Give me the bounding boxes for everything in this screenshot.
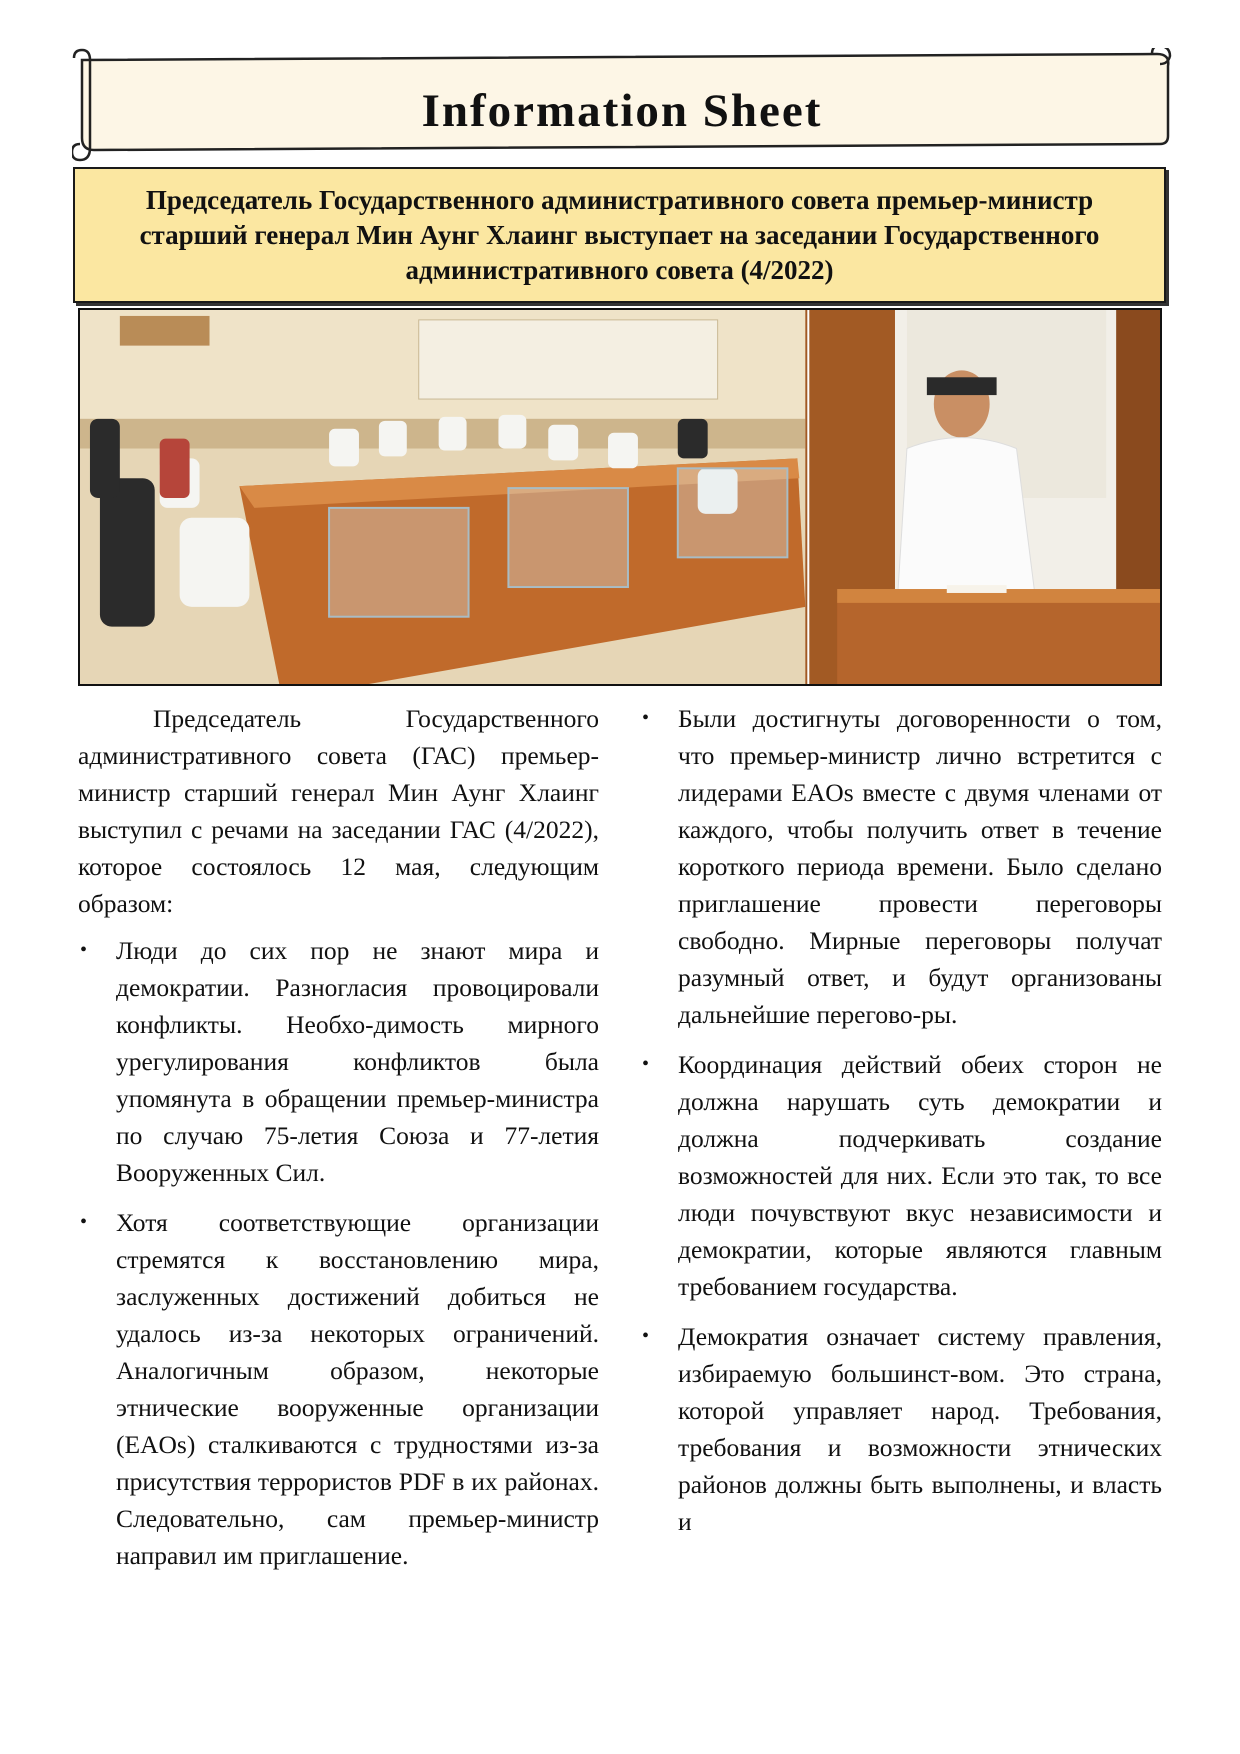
title-banner [72, 48, 1172, 166]
list-item [640, 700, 1162, 1033]
bullet-icon: • [642, 1325, 650, 1347]
photo-image-icon [80, 310, 1160, 684]
right-bullet-list [640, 700, 1162, 1540]
list-item-text: Были достигнуты договоренности о том, что премьер-министр лично встретится с лидерами EAOs вместе с двумя членами от каждого, чтобы получить ответ в течение короткого периода времени. Было сделано приглашение провести переговоры свободно. Мирные переговоры получат разумный ответ, и будут организованы дальнейшие перегово-ры. [678, 704, 1162, 1029]
list-item-text: Демократия означает систему правления, избираемую большинст-вом. Это страна, которой управляет народ. Требования, требования и возможности этнических районов должны быть выполнены, и власть и [678, 1322, 1162, 1536]
meeting-photo [78, 308, 1162, 686]
bullet-icon: • [80, 1211, 88, 1233]
list-item [640, 1318, 1162, 1540]
bullet-icon: • [642, 1053, 650, 1075]
list-item-text: Люди до сих пор не знают мира и демократии. Разногласия провоцировали конфликты. Необхо-димость мирного урегулирования конфликтов была упомянута в обращении премьер-министра по случаю 75-летия Союза и 77-летия Вооруженных Сил. [116, 936, 599, 1187]
left-bullet-list [78, 932, 599, 1574]
list-item-text: Координация действий обеих сторон не должна нарушать суть демократии и должна подчеркивать создание возможностей для них. Если это так, то все люди почувствуют вкус независимости и демократии, которые являются главным требованием государства. [678, 1050, 1162, 1301]
headline-box [73, 167, 1166, 303]
list-item [78, 932, 599, 1191]
bullet-icon: • [642, 707, 650, 729]
document-title: Information Sheet [421, 85, 823, 137]
list-item-text: Хотя соответствующие организации стремятся к восстановлению мира, заслуженных достижений добиться не удалось из-за некоторых ограничений. Аналогичным образом, некоторые этнические вооруженные организации (EAOs) сталкиваются с трудностями из-за присутствия террористов PDF в их районах. Следовательно, сам премьер-министр направил им приглашение. [116, 1208, 599, 1570]
list-item [640, 1046, 1162, 1305]
bullet-icon: • [80, 939, 88, 961]
left-column [78, 700, 599, 1587]
headline-text: Председатель Государственного административного совета премьер-министр старший генерал Мин Аунг Хлаинг выступает на заседании Государственного административного совета (4/2022) [139, 184, 1100, 285]
right-column [640, 700, 1162, 1553]
intro-paragraph: Председатель Государственного административного совета (ГАС) премьер-министр старший генерал Мин Аунг Хлаинг выступил с речами на заседании ГАС (4/2022), которое состоялось 12 мая, следующим образом: [78, 704, 599, 918]
list-item [78, 1204, 599, 1574]
